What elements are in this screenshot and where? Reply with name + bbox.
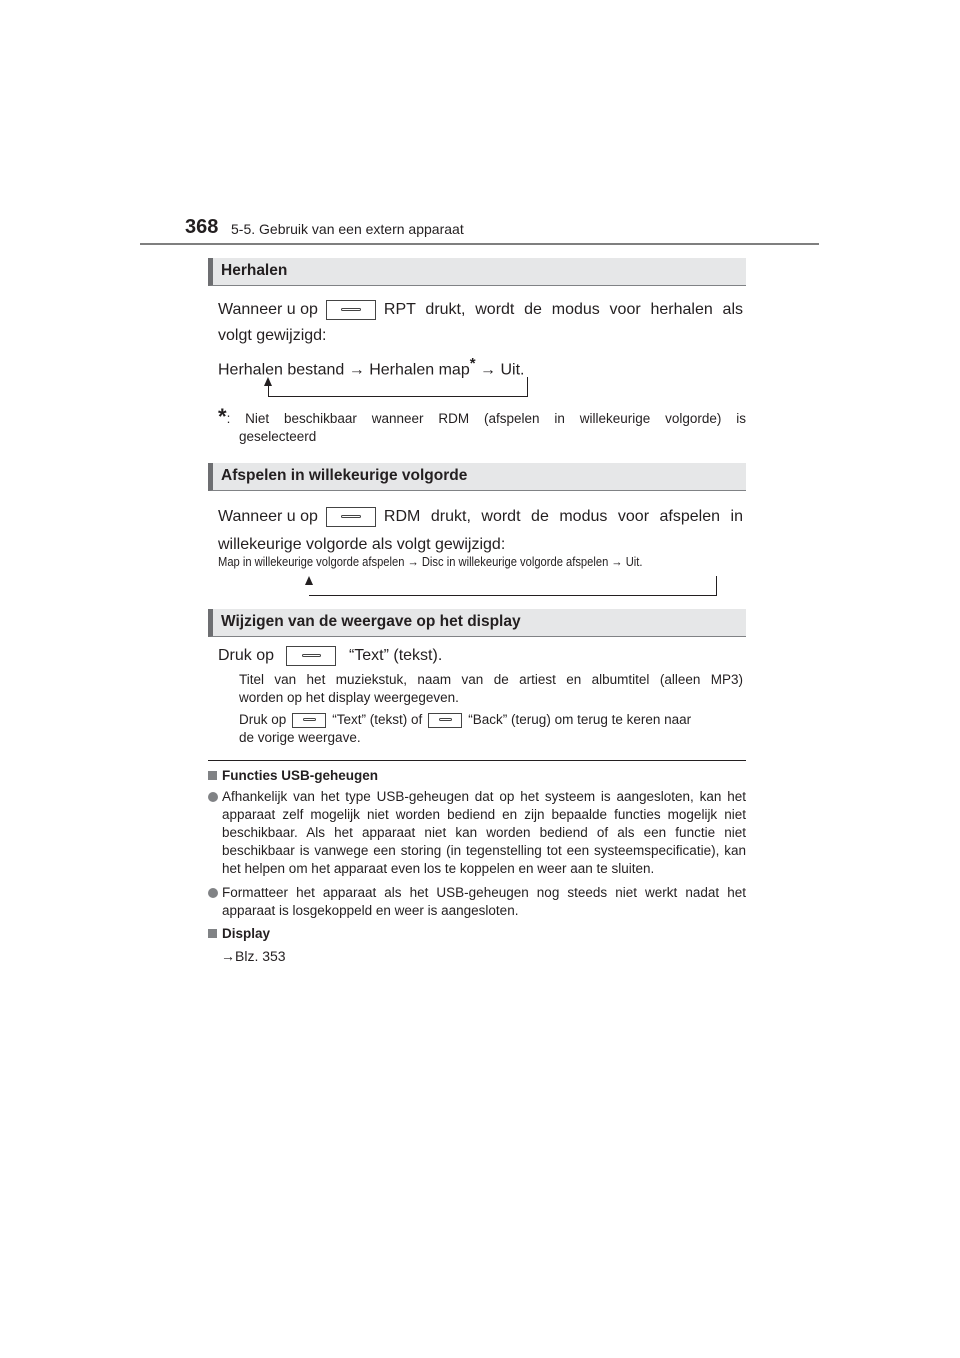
text-button-icon — [286, 646, 336, 666]
circle-bullet-icon — [208, 888, 218, 898]
random-cycle-line — [309, 576, 717, 596]
rdm-button-icon — [326, 507, 376, 527]
back-button-small-icon — [428, 713, 462, 728]
chapter-title: 5-5. Gebruik van een extern apparaat — [231, 221, 464, 237]
display-note-title: Display — [208, 925, 746, 943]
rpt-button-icon — [326, 300, 376, 320]
section-heading-random: Afspelen in willekeurige volgorde — [208, 463, 746, 491]
header-rule — [140, 243, 819, 245]
random-instruction: Wanneer u op RDM drukt, wordt de modus voor afspelen in willekeurige volgorde als volgt gewijzigd: — [218, 508, 743, 553]
usb-note-title: Functies USB-geheugen — [208, 767, 746, 785]
display-description: Titel van het muziekstuk, naam van de artiest en albumtitel (alleen MP3) worden op het display weergegeven. Druk op “Text” (tekst) of “Back” (terug) om terug te keren naar de vorige weergave. — [239, 672, 743, 745]
section-heading-display: Wijzigen van de weergave op het display — [208, 609, 746, 637]
random-sequence: Map in willekeurige volgorde afspelen → Disc in willekeurige volgorde afspelen → Uit. — [218, 554, 643, 569]
circle-bullet-icon — [208, 792, 218, 802]
section-heading-repeat: Herhalen — [208, 258, 746, 286]
repeat-instruction: Wanneer u op RPT drukt, wordt de modus voor herhalen als volgt gewijzigd: Herhalen bestand → Herhalen map* → Uit. — [218, 298, 743, 382]
usb-note-bullet-1: Afhankelijk van het type USB-geheugen dat op het systeem is aangesloten, kan het apparaat zelf mogelijk niet worden bediend en zijn bepaalde functies mogelijk niet beschikbaar. Als het apparaat niet kan worden bediend of als een functie niet beschikbaar is vanwege een storing (in tegenstelling tot een systeemspecificatie), kan het helpen om het apparaat even los te koppelen en weer aan te sluiten. — [208, 788, 746, 878]
repeat-footnote: * : Niet beschikbaar wanneer RDM (afspelen in willekeurige volgorde) is geselecteerd — [218, 404, 746, 444]
random-cycle-arrowhead — [305, 576, 313, 585]
repeat-sequence: Herhalen bestand → Herhalen map* → Uit. — [218, 355, 525, 379]
display-instruction: Druk op “Text” (tekst). — [218, 647, 443, 664]
display-note-reference: →Blz. 353 — [221, 948, 286, 964]
square-bullet-icon — [208, 929, 217, 938]
square-bullet-icon — [208, 771, 217, 780]
notes-section — [208, 767, 746, 965]
repeat-cycle-line — [268, 377, 528, 397]
text-button-small-icon — [292, 713, 326, 728]
page-number: 368 — [185, 216, 219, 238]
notes-divider — [208, 760, 746, 761]
usb-note-bullet-2: Formatteer het apparaat als het USB-geheugen nog steeds niet werkt nadat het apparaat is losgekoppeld en weer is aangesloten. — [208, 884, 746, 920]
